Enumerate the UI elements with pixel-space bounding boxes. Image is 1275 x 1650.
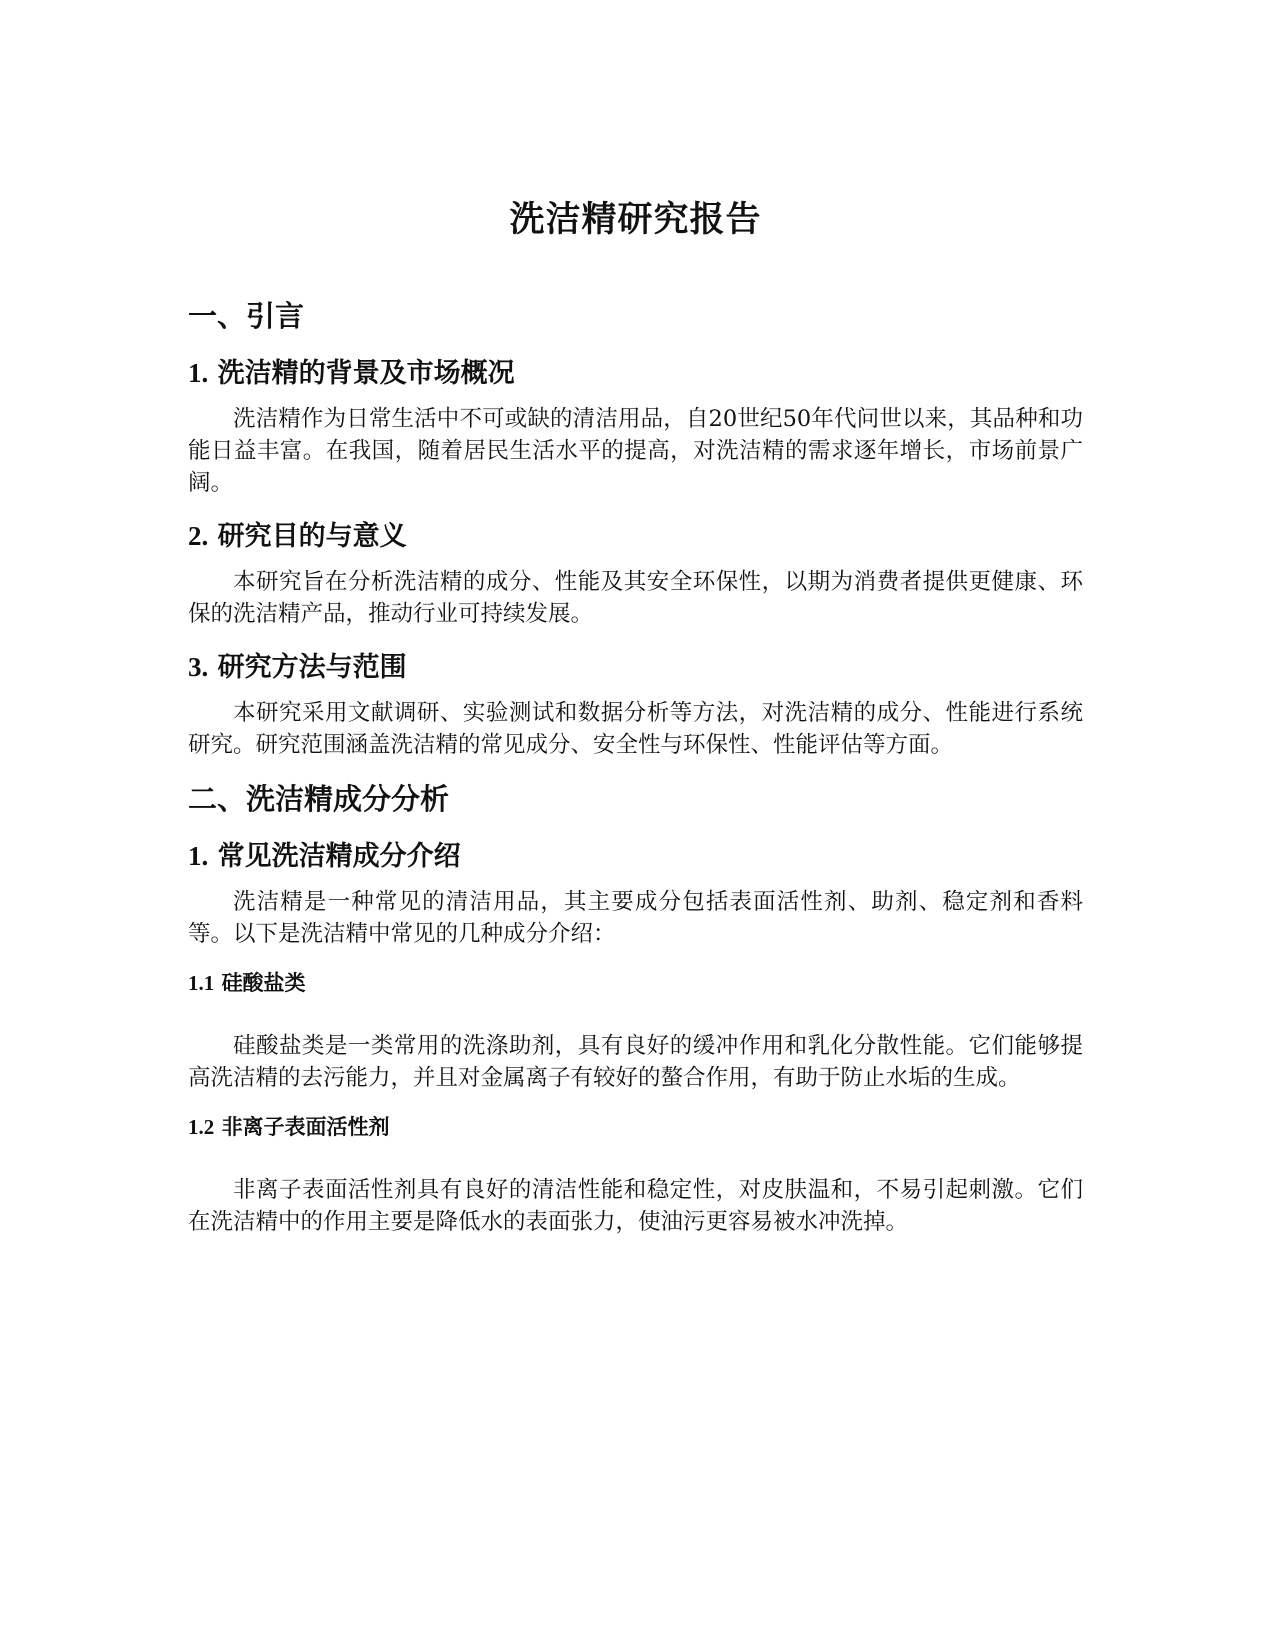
subsection-heading-background: [188, 354, 1083, 393]
item-heading-nonionic-surfactants: [188, 1112, 1083, 1142]
subsection-title: 研究方法与范围: [217, 652, 407, 683]
paragraph-nonionic-surfactants: 非离子表面活性剂具有良好的清洁性能和稳定性，对皮肤温和，不易引起刺激。它们在洗洁精中的作用主要是降低水的表面张力，使油污更容易被水冲洗掉。: [188, 1177, 1083, 1235]
item-heading-silicates: [188, 968, 1083, 998]
paragraph-common-ingredients: 洗洁精是一种常见的清洁用品，其主要成分包括表面活性剂、助剂、稳定剂和香料等。以下是洗洁精中常见的几种成分介绍：: [188, 889, 1083, 947]
item-number: 1.2: [188, 1115, 215, 1139]
paragraph-methods: 本研究采用文献调研、实验测试和数据分析等方法，对洗洁精的成分、性能进行系统研究。研究范围涵盖洗洁精的常见成分、安全性与环保性、性能评估等方面。: [188, 700, 1083, 758]
subsection-title: 研究目的与意义: [217, 521, 407, 552]
item-title: 硅酸盐类: [221, 971, 306, 995]
paragraph-silicates: 硅酸盐类是一类常用的洗涤助剂，具有良好的缓冲作用和乳化分散性能。它们能够提高洗洁精的去污能力，并且对金属离子有较好的螯合作用，有助于防止水垢的生成。: [188, 1033, 1083, 1091]
subsection-heading-purpose: [188, 517, 1083, 556]
subsection-heading-methods: [188, 648, 1083, 687]
subsection-number: 1.: [188, 841, 209, 871]
subsection-title: 洗洁精的背景及市场概况: [217, 358, 515, 389]
paragraph-background: 洗洁精作为日常生活中不可或缺的清洁用品，自20世纪50年代问世以来，其品种和功能日益丰富。在我国，随着居民生活水平的提高，对洗洁精的需求逐年增长，市场前景广阔。: [188, 406, 1083, 496]
subsection-title: 常见洗洁精成分介绍: [217, 841, 461, 872]
item-title: 非离子表面活性剂: [221, 1115, 390, 1139]
subsection-number: 3.: [188, 652, 209, 682]
document-body: [188, 196, 1083, 1256]
subsection-number: 2.: [188, 521, 209, 551]
paragraph-purpose: 本研究旨在分析洗洁精的成分、性能及其安全环保性，以期为消费者提供更健康、环保的洗洁精产品，推动行业可持续发展。: [188, 569, 1083, 627]
section-heading-introduction: 一、引言: [188, 299, 305, 333]
document-title: 洗洁精研究报告: [509, 200, 762, 240]
subsection-heading-common-ingredients: [188, 837, 1083, 876]
item-number: 1.1: [188, 971, 215, 995]
subsection-number: 1.: [188, 358, 209, 388]
section-heading-ingredients: 二、洗洁精成分分析: [188, 782, 450, 816]
